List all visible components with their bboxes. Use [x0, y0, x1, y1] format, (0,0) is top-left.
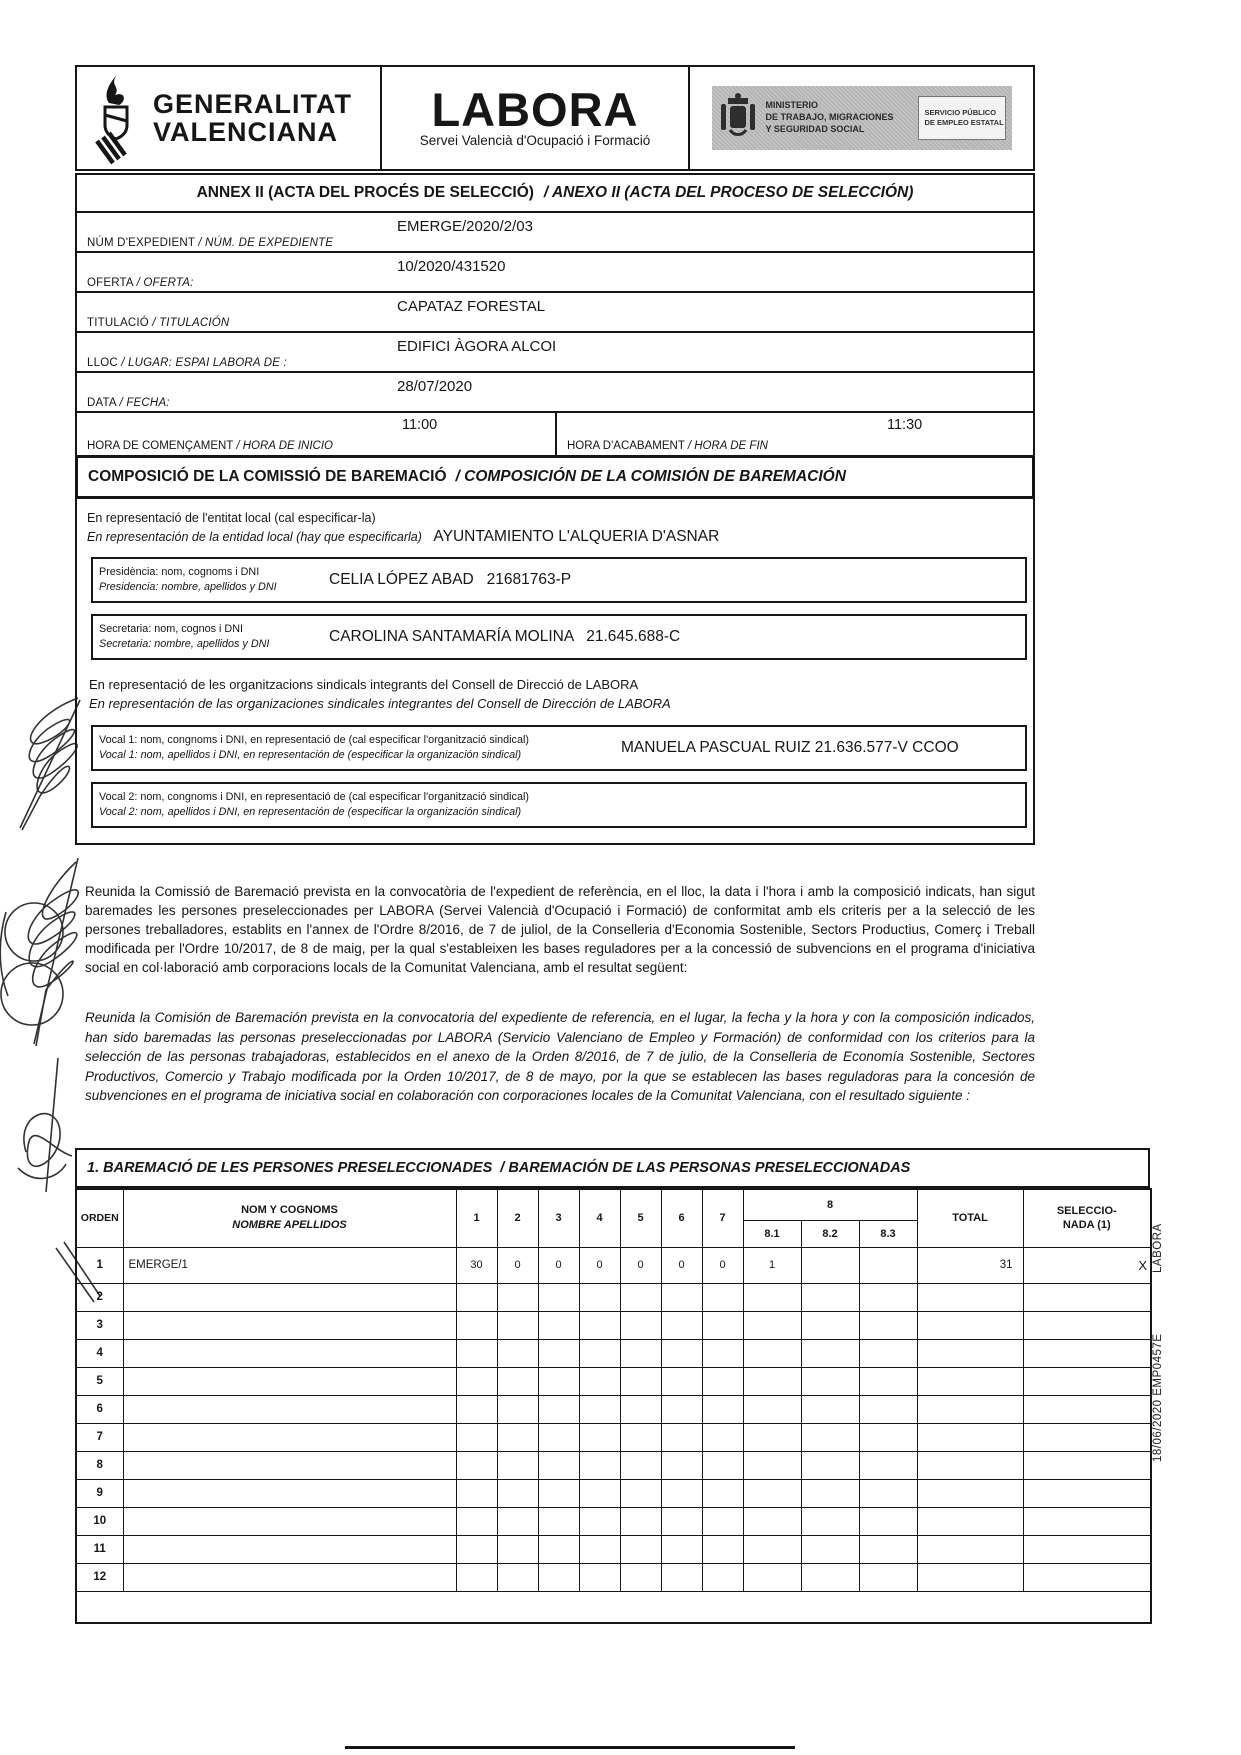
vocal1-box [91, 725, 1027, 771]
col-header-name: NOM Y COGNOMS NOMBRE APELLIDOS [123, 1189, 456, 1247]
cell-c3 [538, 1479, 579, 1507]
cell-c83 [859, 1423, 917, 1451]
cell-c7 [702, 1507, 743, 1535]
cell-name [123, 1507, 456, 1535]
cell-c6 [661, 1563, 702, 1591]
table-row [76, 1535, 1151, 1563]
cell-c6 [661, 1451, 702, 1479]
hora-fin-cell [557, 413, 1033, 455]
baremacion-title-spanish: / BAREMACIÓN DE LAS PERSONAS PRESELECCIONADAS [500, 1160, 911, 1176]
cell-c1 [456, 1395, 497, 1423]
hora-inicio-cell [77, 413, 557, 455]
cell-c2 [497, 1367, 538, 1395]
cell-c82 [801, 1339, 859, 1367]
col-header-8-group: 8 [743, 1189, 917, 1220]
cell-c2: 0 [497, 1247, 538, 1283]
commission-composition-box [75, 499, 1035, 845]
generalitat-valenciana-block [77, 67, 380, 169]
cell-c81 [743, 1283, 801, 1311]
cell-c82 [801, 1367, 859, 1395]
field-value-expediente: EMERGE/2020/2/03 [397, 218, 533, 235]
cell-c6: 0 [661, 1247, 702, 1283]
cell-c83 [859, 1451, 917, 1479]
cell-c7 [702, 1339, 743, 1367]
cell-c2 [497, 1507, 538, 1535]
entity-line-spanish [87, 528, 1029, 546]
sepe-line2: DE EMPLEO ESTATAL [924, 118, 1004, 127]
cell-c82 [801, 1507, 859, 1535]
cell-c1 [456, 1451, 497, 1479]
entity-label-spanish: En representación de la entidad local (hay que especificarla) [87, 530, 422, 544]
cell-c3 [538, 1395, 579, 1423]
cell-c83 [859, 1395, 917, 1423]
cell-orden: 12 [76, 1563, 123, 1591]
col-header-8-2: 8.2 [801, 1220, 859, 1247]
cell-c3 [538, 1451, 579, 1479]
cell-selected [1023, 1367, 1151, 1395]
generalitat-valenciana-emblem-icon [91, 71, 141, 166]
entity-label-valencian: En representació de l'entitat local (cal especificar-la) [87, 511, 376, 525]
cell-total [917, 1479, 1023, 1507]
baremacion-table-header [76, 1189, 1151, 1247]
paragraph-spanish: Reunida la Comisión de Baremación prevista en la convocatoria del expediente de referencia, en el lugar, la fecha y la hora y con la composición indicados, han sido baremadas las personas preseleccionadas por LABORA (Servicio Valenciano de Empleo y Formación) de conformidad con los criterios para la selección de las personas trabajadoras, establecidos en el anexo de la Orden 8/2016, de 7 de julio, de la Conselleria de Economía Sostenible, Sectores Productivos, Comercio y Trabajo modificada por la Orden 10/2017, de 8 de mayo, por la que se establecen las bases reguladoras para la concesión de subvenciones en el programa de iniciativa social en colaboración con corporaciones locales de la Comunitat Valenciana, con el resultado siguiente : [85, 1010, 1035, 1103]
cell-name [123, 1395, 456, 1423]
cell-c7 [702, 1479, 743, 1507]
cell-name: EMERGE/1 [123, 1247, 456, 1283]
ministry-name-line3: Y SEGURIDAD SOCIAL [765, 123, 865, 134]
table-row [76, 1479, 1151, 1507]
cell-c3 [538, 1563, 579, 1591]
cell-total [917, 1395, 1023, 1423]
cell-c5 [620, 1283, 661, 1311]
baremacion-section-title [75, 1148, 1150, 1188]
cell-c81: 1 [743, 1247, 801, 1283]
cell-name [123, 1563, 456, 1591]
cell-c83 [859, 1283, 917, 1311]
cell-c1 [456, 1563, 497, 1591]
cell-selected [1023, 1507, 1151, 1535]
cell-c83 [859, 1339, 917, 1367]
cell-selected [1023, 1311, 1151, 1339]
cell-c81 [743, 1451, 801, 1479]
cell-c7 [702, 1311, 743, 1339]
hora-fin-value: 11:30 [887, 417, 923, 433]
cell-selected [1023, 1563, 1151, 1591]
cell-orden: 4 [76, 1339, 123, 1367]
cell-c3 [538, 1339, 579, 1367]
cell-c1 [456, 1283, 497, 1311]
signature-scribble-1 [22, 698, 78, 830]
table-row [76, 1367, 1151, 1395]
cell-c81 [743, 1367, 801, 1395]
cell-c1 [456, 1535, 497, 1563]
baremacion-table [75, 1188, 1152, 1624]
cell-c1: 30 [456, 1247, 497, 1283]
cell-c82 [801, 1311, 859, 1339]
cell-c6 [661, 1535, 702, 1563]
cell-total [917, 1423, 1023, 1451]
table-row [76, 1311, 1151, 1339]
cell-c4 [579, 1535, 620, 1563]
cell-c6 [661, 1507, 702, 1535]
cell-c81 [743, 1479, 801, 1507]
cell-orden: 11 [76, 1535, 123, 1563]
field-label-oferta: OFERTA / OFERTA: [87, 277, 194, 289]
cell-orden: 10 [76, 1507, 123, 1535]
labora-block [380, 67, 688, 169]
cell-c7: 0 [702, 1247, 743, 1283]
cell-c4 [579, 1283, 620, 1311]
field-row-lugar [77, 333, 1033, 373]
cell-c7 [702, 1535, 743, 1563]
cell-selected [1023, 1395, 1151, 1423]
vertical-form-code-text: 18/06/2020 EMP0457E [1152, 1333, 1164, 1462]
table-row [76, 1247, 1151, 1283]
table-footer-row [76, 1591, 1151, 1623]
hora-inicio-value: 11:00 [402, 417, 438, 433]
cell-c3 [538, 1367, 579, 1395]
col-header-seleccionada: SELECCIO- NADA (1) [1023, 1189, 1151, 1247]
secretaria-value: CAROLINA SANTAMARÍA MOLINA 21.645.688-C [329, 628, 681, 645]
presidencia-box [91, 557, 1027, 603]
field-row-titulacion [77, 293, 1033, 333]
document-header [75, 65, 1035, 171]
cell-c82 [801, 1395, 859, 1423]
cell-c4 [579, 1563, 620, 1591]
table-row [76, 1563, 1151, 1591]
field-value-oferta: 10/2020/431520 [397, 258, 506, 275]
commission-heading-valencian: COMPOSICIÓ DE LA COMISSIÓ DE BAREMACIÓ [88, 468, 447, 485]
baremacion-table-body [76, 1247, 1151, 1623]
cell-c81 [743, 1535, 801, 1563]
table-row [76, 1395, 1151, 1423]
cell-selected: X [1023, 1247, 1151, 1283]
cell-orden: 8 [76, 1451, 123, 1479]
cell-c6 [661, 1395, 702, 1423]
cell-c6 [661, 1367, 702, 1395]
table-row [76, 1507, 1151, 1535]
cell-c83 [859, 1535, 917, 1563]
cell-c2 [497, 1339, 538, 1367]
cell-c81 [743, 1339, 801, 1367]
cell-c1 [456, 1339, 497, 1367]
vertical-labora-text: LABORA [1152, 1223, 1164, 1273]
vocal2-box [91, 782, 1027, 828]
cell-orden: 1 [76, 1247, 123, 1283]
cell-c5 [620, 1563, 661, 1591]
cell-c5 [620, 1535, 661, 1563]
labora-subtitle: Servei Valencià d'Ocupació i Formació [419, 133, 651, 149]
field-label-fecha: DATA / FECHA: [87, 397, 170, 409]
unions-note-spanish: En representación de las organizaciones sindicales integrantes del Consell de Dirección de LABORA [89, 695, 671, 711]
cell-c82 [801, 1283, 859, 1311]
cell-c4: 0 [579, 1247, 620, 1283]
cell-c83 [859, 1563, 917, 1591]
cell-c4 [579, 1479, 620, 1507]
cell-c4 [579, 1339, 620, 1367]
title-spanish: / ANEXO II (ACTA DEL PROCESO DE SELECCIÓN) [543, 184, 914, 201]
cell-c81 [743, 1423, 801, 1451]
signature-scribble-3 [46, 1058, 58, 1192]
gva-wordmark-line1: GENERALITAT [153, 88, 352, 119]
cell-c2 [497, 1395, 538, 1423]
secretaria-label: Secretaria: nom, cognos i DNI Secretaria: nombre, apellidos y DNI [99, 622, 270, 650]
cell-c5 [620, 1451, 661, 1479]
field-label-lugar: LLOC / LUGAR: ESPAI LABORA DE : [87, 357, 287, 369]
cell-c4 [579, 1367, 620, 1395]
cell-c4 [579, 1395, 620, 1423]
cell-c3: 0 [538, 1247, 579, 1283]
cell-c82 [801, 1479, 859, 1507]
hora-fin-label: HORA D'ACABAMENT / HORA DE FIN [567, 440, 768, 452]
cell-c6 [661, 1339, 702, 1367]
unions-representation-note [87, 676, 1029, 714]
cell-c2 [497, 1311, 538, 1339]
cell-total [917, 1563, 1023, 1591]
cell-c7 [702, 1283, 743, 1311]
cell-name [123, 1479, 456, 1507]
cell-total [917, 1339, 1023, 1367]
cell-c81 [743, 1507, 801, 1535]
field-value-lugar: EDIFICI ÀGORA ALCOI [397, 338, 557, 355]
field-value-fecha: 28/07/2020 [397, 378, 473, 395]
field-row-expediente [77, 213, 1033, 253]
col-header-4: 4 [579, 1189, 620, 1247]
cell-c83 [859, 1479, 917, 1507]
col-header-total: TOTAL [917, 1189, 1023, 1247]
cell-c3 [538, 1283, 579, 1311]
ministry-logo-strip [712, 86, 1012, 150]
cell-selected [1023, 1535, 1151, 1563]
unions-note-valencian: En representació de les organitzacions sindicals integrants del Consell de Direcció de LABORA [89, 677, 639, 692]
cell-c7 [702, 1451, 743, 1479]
col-header-8-3: 8.3 [859, 1220, 917, 1247]
cell-c82 [801, 1535, 859, 1563]
cell-c7 [702, 1395, 743, 1423]
presidencia-label: Presidència: nom, cognoms i DNI Presidencia: nombre, apellidos y DNI [99, 565, 277, 593]
cell-c81 [743, 1395, 801, 1423]
cell-c2 [497, 1563, 538, 1591]
cell-selected [1023, 1423, 1151, 1451]
cell-c81 [743, 1563, 801, 1591]
cell-c2 [497, 1423, 538, 1451]
baremacion-title-valencian: 1. BAREMACIÓ DE LES PERSONES PRESELECCIONADES [87, 1160, 493, 1176]
cell-name [123, 1283, 456, 1311]
cell-selected [1023, 1339, 1151, 1367]
field-label-titulacion: TITULACIÓ / TITULACIÓN [87, 317, 230, 329]
cell-c5 [620, 1339, 661, 1367]
cell-c4 [579, 1507, 620, 1535]
cell-c6 [661, 1283, 702, 1311]
cell-total [917, 1311, 1023, 1339]
table-row [76, 1283, 1151, 1311]
secretaria-box [91, 614, 1027, 660]
sepe-label-box [918, 96, 1006, 140]
entity-value: AYUNTAMIENTO L'ALQUERIA D'ASNAR [433, 528, 720, 545]
cell-c82 [801, 1563, 859, 1591]
col-header-6: 6 [661, 1189, 702, 1247]
cell-c83 [859, 1311, 917, 1339]
field-row-horas [77, 413, 1033, 457]
cell-c83 [859, 1247, 917, 1283]
col-header-2: 2 [497, 1189, 538, 1247]
commission-heading-spanish: / COMPOSICIÓN DE LA COMISIÓN DE BAREMACIÓN [455, 468, 846, 485]
cell-selected [1023, 1283, 1151, 1311]
cell-c7 [702, 1563, 743, 1591]
cell-orden: 3 [76, 1311, 123, 1339]
ministry-name-line1: MINISTERIO [765, 100, 819, 111]
cell-c7 [702, 1367, 743, 1395]
generalitat-valenciana-wordmark [153, 90, 352, 147]
field-value-titulacion: CAPATAZ FORESTAL [397, 298, 546, 315]
col-header-8-1: 8.1 [743, 1220, 801, 1247]
cell-c2 [497, 1535, 538, 1563]
cell-c81 [743, 1311, 801, 1339]
cell-c6 [661, 1479, 702, 1507]
cell-c3 [538, 1507, 579, 1535]
signature-scribble-2 [5, 903, 63, 961]
cell-c1 [456, 1423, 497, 1451]
cell-selected [1023, 1451, 1151, 1479]
document-title [75, 173, 1035, 213]
labora-wordmark: LABORA [431, 82, 639, 136]
cell-c5: 0 [620, 1247, 661, 1283]
gva-wordmark-line2: VALENCIANA [153, 117, 338, 147]
cell-c4 [579, 1423, 620, 1451]
scan-footer-line [345, 1746, 795, 1749]
cell-c1 [456, 1479, 497, 1507]
title-valencian: ANNEX II (ACTA DEL PROCÉS DE SELECCIÓ) [196, 184, 534, 201]
cell-c1 [456, 1311, 497, 1339]
cell-c1 [456, 1367, 497, 1395]
ministry-name [766, 100, 918, 135]
col-header-7: 7 [702, 1189, 743, 1247]
cell-c5 [620, 1479, 661, 1507]
table-row [76, 1451, 1151, 1479]
cell-c6 [661, 1311, 702, 1339]
cell-c82 [801, 1423, 859, 1451]
field-label-expediente: NÚM D'EXPEDIENT / NÚM. DE EXPEDIENTE [87, 237, 334, 249]
ministry-block [688, 67, 1033, 169]
cell-orden: 9 [76, 1479, 123, 1507]
cell-orden: 5 [76, 1367, 123, 1395]
cell-c5 [620, 1395, 661, 1423]
cell-total [917, 1283, 1023, 1311]
cell-name [123, 1451, 456, 1479]
cell-orden: 7 [76, 1423, 123, 1451]
col-header-1: 1 [456, 1189, 497, 1247]
cell-total [917, 1535, 1023, 1563]
cell-c2 [497, 1283, 538, 1311]
vocal2-label: Vocal 2: nom, congnoms i DNI, en representació de (cal especificar l'organització sindical) Vocal 2: nom, apellidos i DNI, en representación de (especificar la organización sindical) [99, 790, 529, 818]
field-row-oferta [77, 253, 1033, 293]
cell-c82 [801, 1247, 859, 1283]
cell-orden: 2 [76, 1283, 123, 1311]
cell-total [917, 1507, 1023, 1535]
cell-c4 [579, 1451, 620, 1479]
cell-c5 [620, 1367, 661, 1395]
vocal1-value: MANUELA PASCUAL RUIZ 21.636.577-V CCOO [621, 738, 959, 756]
cell-c4 [579, 1311, 620, 1339]
field-row-fecha [77, 373, 1033, 413]
table-row [76, 1423, 1151, 1451]
col-header-orden: ORDEN [76, 1189, 123, 1247]
cell-c5 [620, 1311, 661, 1339]
cell-c5 [620, 1507, 661, 1535]
form-fields [75, 213, 1035, 457]
cell-total [917, 1367, 1023, 1395]
col-header-5: 5 [620, 1189, 661, 1247]
cell-c3 [538, 1423, 579, 1451]
hora-inicio-label: HORA DE COMENÇAMENT / HORA DE INICIO [87, 440, 334, 452]
presidencia-value: CELIA LÓPEZ ABAD 21681763-P [329, 571, 572, 588]
cell-name [123, 1339, 456, 1367]
cell-c83 [859, 1367, 917, 1395]
cell-name [123, 1535, 456, 1563]
vocal1-label: Vocal 1: nom, congnoms i DNI, en representació de (cal especificar l'organització sindical) Vocal 1: nom, apellidos i DNI, en representación de (especificar la organización sindical) [99, 733, 529, 761]
entity-representation [87, 511, 1029, 546]
cell-selected [1023, 1479, 1151, 1507]
paragraph-valencian: Reunida la Comissió de Baremació prevista en la convocatòria de l'expedient de referència, en el lloc, la data i l'hora i amb la composició indicats, han sigut baremades les persones preseleccionades per LABORA (Servei Valencià d'Ocupació i Formació) de conformitat amb els criteris per a la selecció de les persones treballadores, establits en l'annex de l'Ordre 8/2016, de 7 de juliol, de la Conselleria d'Economia Sostenible, Sectors Productius, Comerç i Treball modificada per l'Ordre 10/2017, de 8 de maig, per la qual s'estableixen les bases reguladores per a la concessió de subvencions en el programa d'iniciativa social en col·laboració amb corporacions locals de la Comunitat Valenciana, amb el resultat següent: [85, 884, 1035, 975]
ministry-name-line2: DE TRABAJO, MIGRACIONES [765, 112, 894, 123]
cell-name [123, 1423, 456, 1451]
cell-c5 [620, 1423, 661, 1451]
commission-section-heading [75, 455, 1035, 499]
cell-total [917, 1451, 1023, 1479]
cell-c7 [702, 1423, 743, 1451]
cell-name [123, 1311, 456, 1339]
sepe-line1: SERVICIO PÚBLICO [924, 107, 997, 117]
footer-empty-cell [76, 1591, 1151, 1623]
table-row [76, 1339, 1151, 1367]
cell-c3 [538, 1311, 579, 1339]
cell-total: 31 [917, 1247, 1023, 1283]
cell-name [123, 1367, 456, 1395]
cell-c82 [801, 1451, 859, 1479]
cell-c3 [538, 1535, 579, 1563]
col-header-3: 3 [538, 1189, 579, 1247]
cell-c83 [859, 1507, 917, 1535]
cell-orden: 6 [76, 1395, 123, 1423]
cell-c1 [456, 1507, 497, 1535]
cell-c2 [497, 1451, 538, 1479]
spain-coat-of-arms-icon [718, 90, 758, 146]
cell-c6 [661, 1423, 702, 1451]
cell-c2 [497, 1479, 538, 1507]
